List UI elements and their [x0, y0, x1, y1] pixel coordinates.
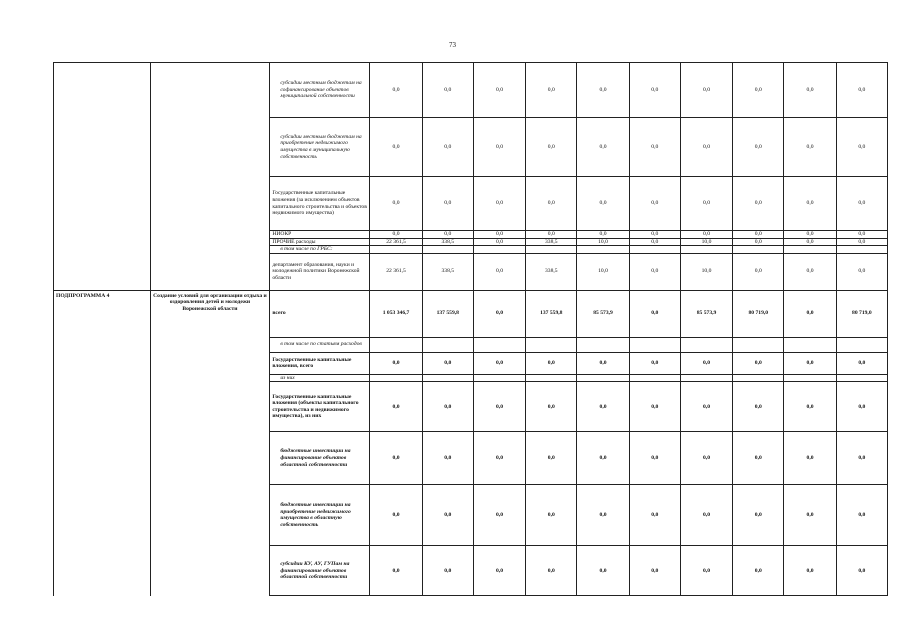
- table-row: [54, 246, 888, 254]
- value-cell: 0,0: [680, 63, 732, 118]
- value-cell: 0,0: [629, 118, 680, 177]
- code-cell-empty: [54, 177, 151, 231]
- value-cell: 0,0: [473, 382, 525, 432]
- value-cell: [836, 374, 887, 382]
- value-cell: 0,0: [680, 485, 732, 546]
- value-cell: 0,0: [473, 118, 525, 177]
- value-cell: 10,0: [577, 253, 629, 290]
- value-cell: 0,0: [680, 118, 732, 177]
- code-cell-empty: [54, 253, 151, 290]
- value-cell: 0,0: [577, 485, 629, 546]
- value-cell: 0,0: [629, 253, 680, 290]
- value-cell: 0,0: [422, 118, 473, 177]
- value-cell: 0,0: [473, 485, 525, 546]
- value-cell: 0,0: [526, 485, 577, 546]
- value-cell: [422, 246, 473, 254]
- value-cell: 0,0: [370, 231, 422, 239]
- row-label: субсидии местным бюджетам на софинансирование объектов муниципальной собственности: [270, 63, 370, 118]
- row-label: департамент образования, науки и молодежной политики Воронежской области: [270, 253, 370, 290]
- value-cell: 0,0: [526, 546, 577, 596]
- code-cell-empty: [54, 238, 151, 246]
- value-cell: 0,0: [526, 352, 577, 374]
- value-cell: 0,0: [473, 63, 525, 118]
- value-cell: 0,0: [370, 118, 422, 177]
- value-cell: 0,0: [680, 352, 732, 374]
- value-cell: 0,0: [526, 432, 577, 485]
- value-cell: [733, 246, 784, 254]
- row-label: бюджетные инвестиции на приобретение недвижимого имущества в областную собственность: [270, 485, 370, 546]
- value-cell: [733, 337, 784, 352]
- value-cell: 0,0: [629, 63, 680, 118]
- budget-table: [53, 62, 888, 596]
- value-cell: 0,0: [422, 382, 473, 432]
- value-cell: 0,0: [422, 177, 473, 231]
- table-row: [54, 290, 888, 337]
- name-cell-empty: [150, 253, 270, 290]
- value-cell: 0,0: [784, 238, 836, 246]
- value-cell: 0,0: [473, 546, 525, 596]
- value-cell: 0,0: [473, 290, 525, 337]
- value-cell: 0,0: [629, 382, 680, 432]
- value-cell: 0,0: [680, 432, 732, 485]
- value-cell: 0,0: [680, 382, 732, 432]
- value-cell: 0,0: [733, 352, 784, 374]
- value-cell: 0,0: [473, 177, 525, 231]
- subprogram-name-cell: Создание условий для организации отдыха и оздоровления детей и молодежи Воронежской области: [150, 290, 270, 596]
- value-cell: 0,0: [784, 231, 836, 239]
- value-cell: 80 719,0: [733, 290, 784, 337]
- value-cell: 137 559,8: [422, 290, 473, 337]
- value-cell: 10,0: [577, 238, 629, 246]
- value-cell: 0,0: [577, 382, 629, 432]
- value-cell: [370, 374, 422, 382]
- value-cell: [526, 337, 577, 352]
- row-label: субсидии местным бюджетам на приобретение недвижимого имущества в муниципальную собственность: [270, 118, 370, 177]
- value-cell: 0,0: [784, 382, 836, 432]
- value-cell: [473, 337, 525, 352]
- value-cell: 0,0: [473, 238, 525, 246]
- value-cell: [629, 246, 680, 254]
- code-cell-empty: [54, 231, 151, 239]
- row-label: Государственные капитальные вложения (объекты капитального строительства и недвижимого имущества), из них: [270, 382, 370, 432]
- value-cell: 10,0: [680, 253, 732, 290]
- row-label: НИОКР: [270, 231, 370, 239]
- code-cell-empty: [54, 63, 151, 118]
- row-label: из них: [270, 374, 370, 382]
- value-cell: 10,0: [680, 238, 732, 246]
- row-label: Государственные капитальные вложения (за исключением объектов капитального строительства и объектов недвижимого имущества): [270, 177, 370, 231]
- value-cell: 0,0: [784, 546, 836, 596]
- value-cell: 0,0: [680, 231, 732, 239]
- value-cell: 0,0: [784, 177, 836, 231]
- name-cell-empty: [150, 246, 270, 254]
- value-cell: 0,0: [577, 432, 629, 485]
- value-cell: 0,0: [577, 231, 629, 239]
- value-cell: [577, 337, 629, 352]
- value-cell: 0,0: [577, 546, 629, 596]
- value-cell: 0,0: [784, 485, 836, 546]
- value-cell: 338,5: [526, 238, 577, 246]
- value-cell: 0,0: [733, 231, 784, 239]
- value-cell: 0,0: [836, 118, 887, 177]
- value-cell: [422, 337, 473, 352]
- value-cell: [680, 374, 732, 382]
- value-cell: [836, 246, 887, 254]
- value-cell: 0,0: [629, 231, 680, 239]
- value-cell: 0,0: [733, 485, 784, 546]
- value-cell: 0,0: [784, 253, 836, 290]
- value-cell: 338,5: [526, 253, 577, 290]
- name-cell-empty: [150, 177, 270, 231]
- value-cell: 0,0: [836, 231, 887, 239]
- value-cell: 0,0: [577, 63, 629, 118]
- value-cell: 0,0: [629, 352, 680, 374]
- value-cell: 0,0: [784, 63, 836, 118]
- value-cell: 0,0: [577, 177, 629, 231]
- value-cell: 0,0: [836, 238, 887, 246]
- name-cell-empty: [150, 63, 270, 118]
- value-cell: 0,0: [422, 432, 473, 485]
- value-cell: 0,0: [370, 177, 422, 231]
- value-cell: 0,0: [422, 546, 473, 596]
- value-cell: 0,0: [629, 177, 680, 231]
- value-cell: 0,0: [422, 231, 473, 239]
- value-cell: [836, 337, 887, 352]
- value-cell: [680, 246, 732, 254]
- value-cell: 0,0: [680, 177, 732, 231]
- value-cell: 0,0: [784, 290, 836, 337]
- value-cell: 0,0: [629, 238, 680, 246]
- value-cell: 0,0: [629, 546, 680, 596]
- name-cell-empty: [150, 118, 270, 177]
- value-cell: 0,0: [733, 546, 784, 596]
- value-cell: 0,0: [629, 432, 680, 485]
- value-cell: [370, 246, 422, 254]
- value-cell: 1 053 346,7: [370, 290, 422, 337]
- value-cell: 0,0: [733, 177, 784, 231]
- value-cell: 0,0: [422, 485, 473, 546]
- value-cell: 0,0: [733, 238, 784, 246]
- value-cell: 0,0: [836, 485, 887, 546]
- value-cell: 0,0: [836, 432, 887, 485]
- value-cell: [473, 374, 525, 382]
- value-cell: 338,5: [422, 253, 473, 290]
- value-cell: 338,5: [422, 238, 473, 246]
- row-label: в том числе по статьям расходов: [270, 337, 370, 352]
- value-cell: [526, 246, 577, 254]
- value-cell: 137 559,8: [526, 290, 577, 337]
- code-cell-empty: [54, 118, 151, 177]
- row-label: бюджетные инвестиции на финансирование объектов областной собственности: [270, 432, 370, 485]
- value-cell: [577, 246, 629, 254]
- code-cell-empty: [54, 246, 151, 254]
- value-cell: 0,0: [577, 352, 629, 374]
- value-cell: 0,0: [836, 63, 887, 118]
- value-cell: 0,0: [629, 290, 680, 337]
- value-cell: 0,0: [836, 546, 887, 596]
- row-label: всего: [270, 290, 370, 337]
- value-cell: 0,0: [422, 63, 473, 118]
- value-cell: 0,0: [473, 352, 525, 374]
- value-cell: 22 361,5: [370, 253, 422, 290]
- value-cell: 0,0: [733, 118, 784, 177]
- value-cell: 0,0: [577, 118, 629, 177]
- value-cell: [577, 374, 629, 382]
- table-row: [54, 177, 888, 231]
- table-row: [54, 238, 888, 246]
- value-cell: 0,0: [836, 177, 887, 231]
- value-cell: 0,0: [526, 231, 577, 239]
- value-cell: 0,0: [629, 485, 680, 546]
- table-row: [54, 231, 888, 239]
- value-cell: 0,0: [370, 546, 422, 596]
- table-row: [54, 253, 888, 290]
- value-cell: 0,0: [473, 432, 525, 485]
- value-cell: [422, 374, 473, 382]
- row-label: субсидии КУ, АУ, ГУПам на финансирование объектов областной собственности: [270, 546, 370, 596]
- value-cell: [680, 337, 732, 352]
- value-cell: 0,0: [370, 485, 422, 546]
- value-cell: 85 573,9: [577, 290, 629, 337]
- value-cell: 0,0: [733, 253, 784, 290]
- value-cell: [784, 337, 836, 352]
- value-cell: 0,0: [784, 432, 836, 485]
- value-cell: 0,0: [370, 382, 422, 432]
- value-cell: [526, 374, 577, 382]
- value-cell: 0,0: [784, 118, 836, 177]
- value-cell: 0,0: [733, 63, 784, 118]
- value-cell: 0,0: [784, 352, 836, 374]
- value-cell: [784, 374, 836, 382]
- page-number: 73: [449, 41, 456, 49]
- table-row: [54, 63, 888, 118]
- value-cell: 80 719,0: [836, 290, 887, 337]
- subprogram-code-cell: ПОДПРОГРАММА 4: [54, 290, 151, 596]
- table-row: [54, 118, 888, 177]
- value-cell: 0,0: [526, 118, 577, 177]
- value-cell: [733, 374, 784, 382]
- row-label: Государственные капитальные вложения, всего: [270, 352, 370, 374]
- value-cell: 0,0: [733, 432, 784, 485]
- value-cell: 0,0: [473, 231, 525, 239]
- value-cell: [629, 337, 680, 352]
- name-cell-empty: [150, 238, 270, 246]
- value-cell: 0,0: [370, 63, 422, 118]
- value-cell: 0,0: [526, 177, 577, 231]
- value-cell: [473, 246, 525, 254]
- value-cell: 0,0: [370, 352, 422, 374]
- row-label: ПРОЧИЕ расходы: [270, 238, 370, 246]
- value-cell: 0,0: [836, 382, 887, 432]
- value-cell: 0,0: [370, 432, 422, 485]
- value-cell: [784, 246, 836, 254]
- value-cell: 0,0: [836, 253, 887, 290]
- row-label: в том числе по ГРБС:: [270, 246, 370, 254]
- value-cell: 0,0: [680, 546, 732, 596]
- value-cell: [370, 337, 422, 352]
- name-cell-empty: [150, 231, 270, 239]
- value-cell: [629, 374, 680, 382]
- value-cell: 0,0: [733, 382, 784, 432]
- value-cell: 0,0: [526, 63, 577, 118]
- value-cell: 0,0: [473, 253, 525, 290]
- value-cell: 0,0: [526, 382, 577, 432]
- value-cell: 22 361,5: [370, 238, 422, 246]
- value-cell: 85 573,9: [680, 290, 732, 337]
- value-cell: 0,0: [836, 352, 887, 374]
- value-cell: 0,0: [422, 352, 473, 374]
